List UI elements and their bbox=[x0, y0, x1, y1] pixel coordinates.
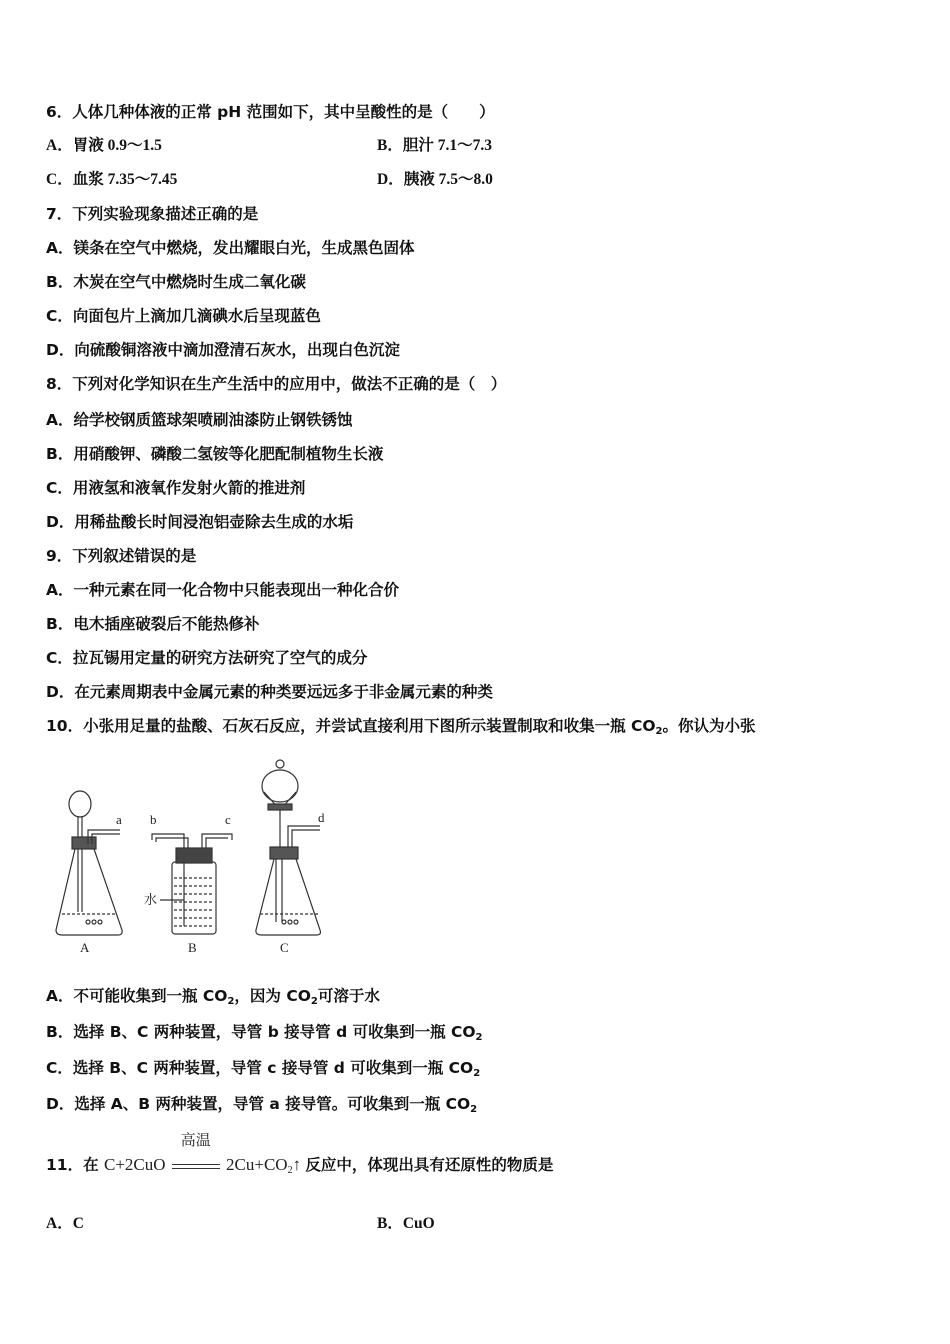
q8-option-b: B．用硝酸钾、磷酸二氢铵等化肥配制植物生长液 bbox=[46, 445, 384, 463]
co2-apparatus-figure bbox=[48, 752, 338, 962]
q10-option-c: C．选择 B、C 两种装置，导管 c 接导管 d 可收集到一瓶 $CO_2$ bbox=[46, 1059, 481, 1079]
label-d: d bbox=[318, 810, 325, 825]
label-water: 水 bbox=[144, 892, 158, 907]
q11-stem: 11．在 C+2CuO 高温 $2Cu+CO_2↑$ 反应中，体现出具有还原性的物质是 bbox=[46, 1133, 554, 1176]
q8-option-d: D．用稀盐酸长时间浸泡铝壶除去生成的水垢 bbox=[46, 513, 354, 531]
label-a: a bbox=[116, 812, 122, 827]
label-c: c bbox=[225, 812, 231, 827]
q6-option-c: C．血浆 7.35～7.45 bbox=[46, 171, 178, 188]
apparatus-c bbox=[256, 760, 321, 935]
q6-option-a: A．胃液 0.9～1.5 bbox=[46, 137, 162, 154]
apparatus-b bbox=[152, 834, 232, 934]
q8-option-c: C．用液氢和液氧作发射火箭的推进剂 bbox=[46, 479, 306, 497]
q7-option-c: C．向面包片上滴加几滴碘水后呈现蓝色 bbox=[46, 307, 321, 325]
q10-stem: 10．小张用足量的盐酸、石灰石反应，并尝试直接利用下图所示装置制取和收集一瓶 $CO_2$。你认为小张 bbox=[46, 717, 756, 737]
label-b: b bbox=[150, 812, 157, 827]
q11-option-a: A．C bbox=[46, 1215, 84, 1232]
q10-option-a: A．不可能收集到一瓶 $CO_2$，因为 $CO_2$可溶于水 bbox=[46, 987, 380, 1007]
q6-option-d: D．胰液 7.5～8.0 bbox=[377, 171, 493, 188]
apparatus-a bbox=[56, 791, 122, 935]
q8-option-a: A．给学校钢质篮球架喷刷油漆防止钢铁锈蚀 bbox=[46, 411, 353, 429]
q6-option-b: B．胆汁 7.1～7.3 bbox=[377, 137, 492, 154]
reaction-condition: 高温 bbox=[170, 1155, 222, 1175]
q11-option-b: B．CuO bbox=[377, 1215, 435, 1232]
q7-stem: 7．下列实验现象描述正确的是 bbox=[46, 205, 259, 223]
q10-option-b: B．选择 B、C 两种装置，导管 b 接导管 d 可收集到一瓶 $CO_2$ bbox=[46, 1023, 483, 1043]
label-apparatus-b: B bbox=[188, 940, 197, 955]
label-apparatus-c: C bbox=[280, 940, 289, 955]
reaction-equation: C+2CuO 高温 $2Cu+CO_2↑$ bbox=[103, 1133, 302, 1176]
q8-stem: 8．下列对化学知识在生产生活中的应用中，做法不正确的是（ ） bbox=[46, 375, 507, 393]
q7-option-a: A．镁条在空气中燃烧，发出耀眼白光，生成黑色固体 bbox=[46, 239, 415, 257]
q9-option-a: A．一种元素在同一化合物中只能表现出一种化合价 bbox=[46, 581, 399, 599]
q10-option-d: D．选择 A、B 两种装置，导管 a 接导管。可收集到一瓶 $CO_2$ bbox=[46, 1095, 478, 1115]
q9-option-c: C．拉瓦锡用定量的研究方法研究了空气的成分 bbox=[46, 649, 368, 667]
q9-option-d: D．在元素周期表中金属元素的种类要远远多于非金属元素的种类 bbox=[46, 683, 493, 701]
q7-option-d: D．向硫酸铜溶液中滴加澄清石灰水，出现白色沉淀 bbox=[46, 341, 400, 359]
q9-option-b: B．电木插座破裂后不能热修补 bbox=[46, 615, 260, 633]
label-apparatus-a: A bbox=[80, 940, 90, 955]
q9-stem: 9．下列叙述错误的是 bbox=[46, 547, 197, 565]
q6-stem: 6．人体几种体液的正常 pH 范围如下，其中呈酸性的是（ ） bbox=[46, 103, 495, 121]
q7-option-b: B．木炭在空气中燃烧时生成二氧化碳 bbox=[46, 273, 306, 291]
